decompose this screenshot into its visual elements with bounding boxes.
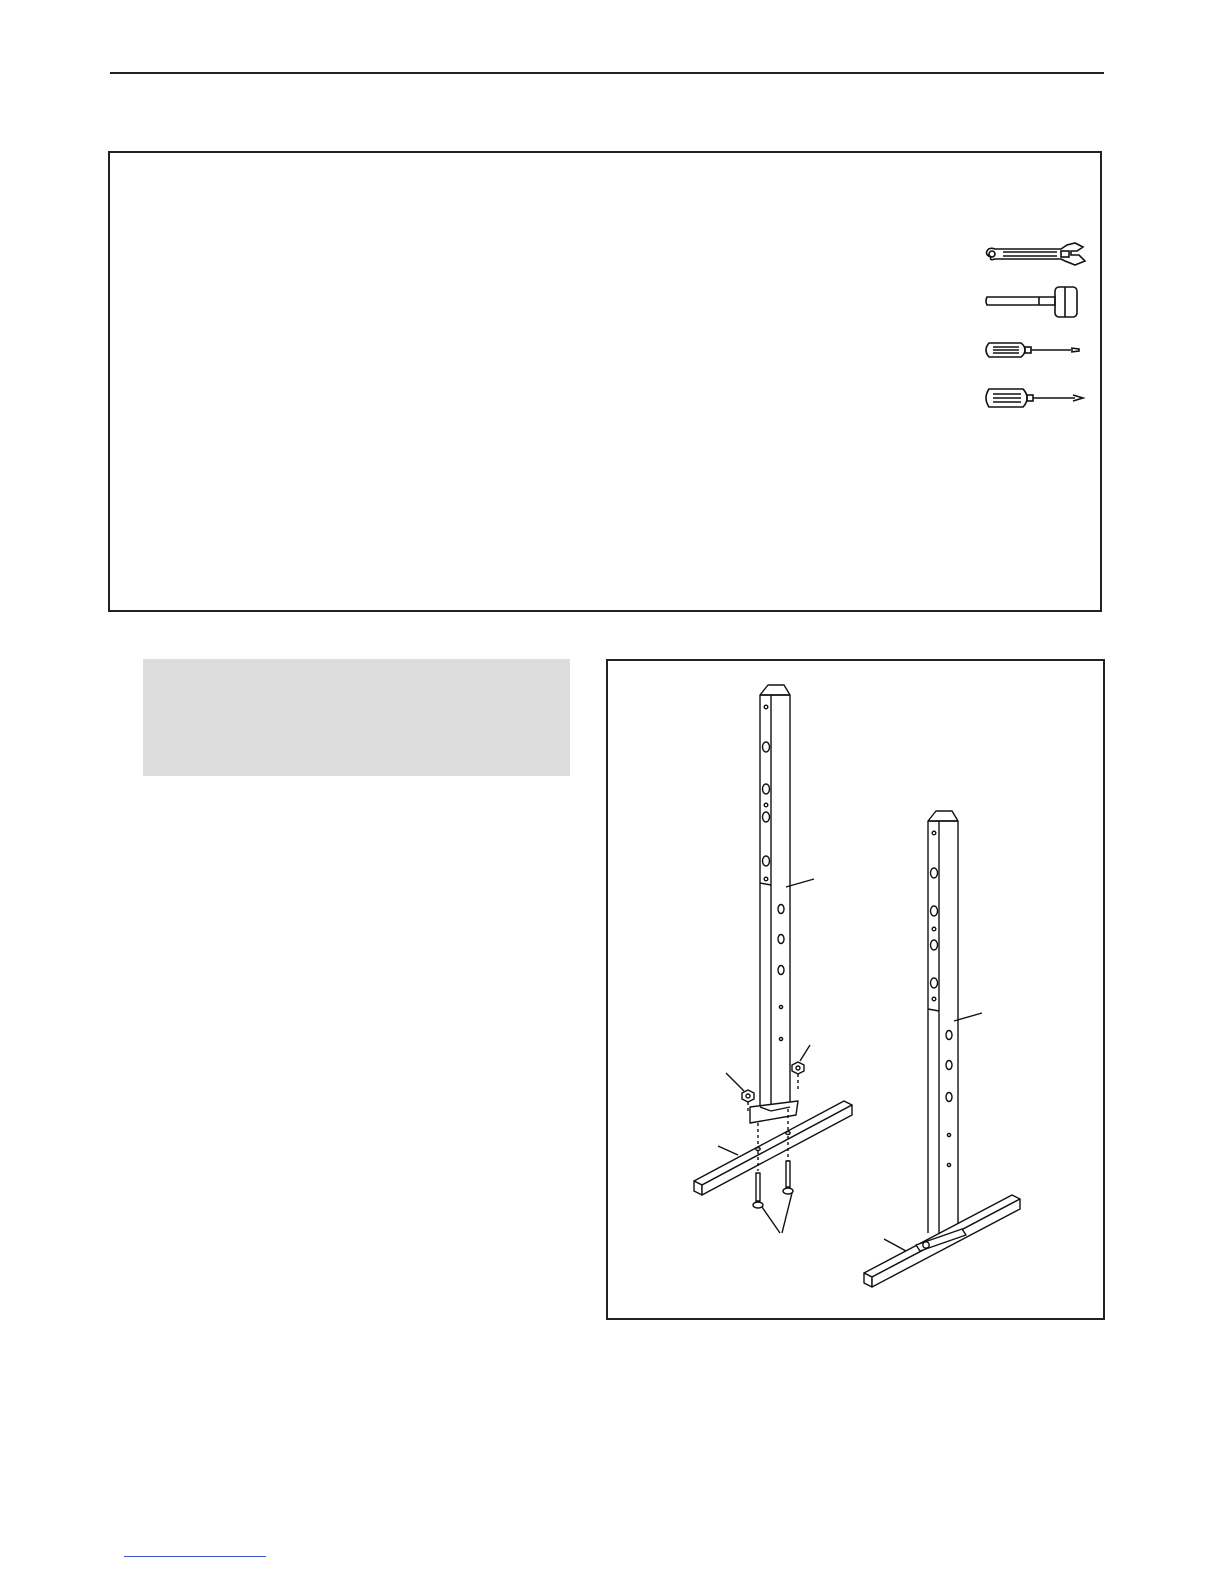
phillips-screwdriver-icon	[983, 385, 1087, 411]
flat-screwdriver-icon	[983, 339, 1083, 361]
header-rule	[110, 72, 1104, 74]
right-nut	[792, 1045, 810, 1089]
footer-link-underline[interactable]	[124, 1556, 266, 1557]
adjustable-wrench-icon	[983, 241, 1087, 271]
right-base-bar	[864, 1195, 1020, 1287]
assembly-diagram	[608, 661, 1103, 1318]
tools-needed-box	[108, 151, 1102, 612]
assembly-figure	[606, 659, 1105, 1320]
note-box	[143, 659, 570, 776]
left-upright-post	[750, 685, 814, 1123]
rubber-mallet-icon	[983, 285, 1083, 319]
right-upright-post	[928, 811, 982, 1237]
